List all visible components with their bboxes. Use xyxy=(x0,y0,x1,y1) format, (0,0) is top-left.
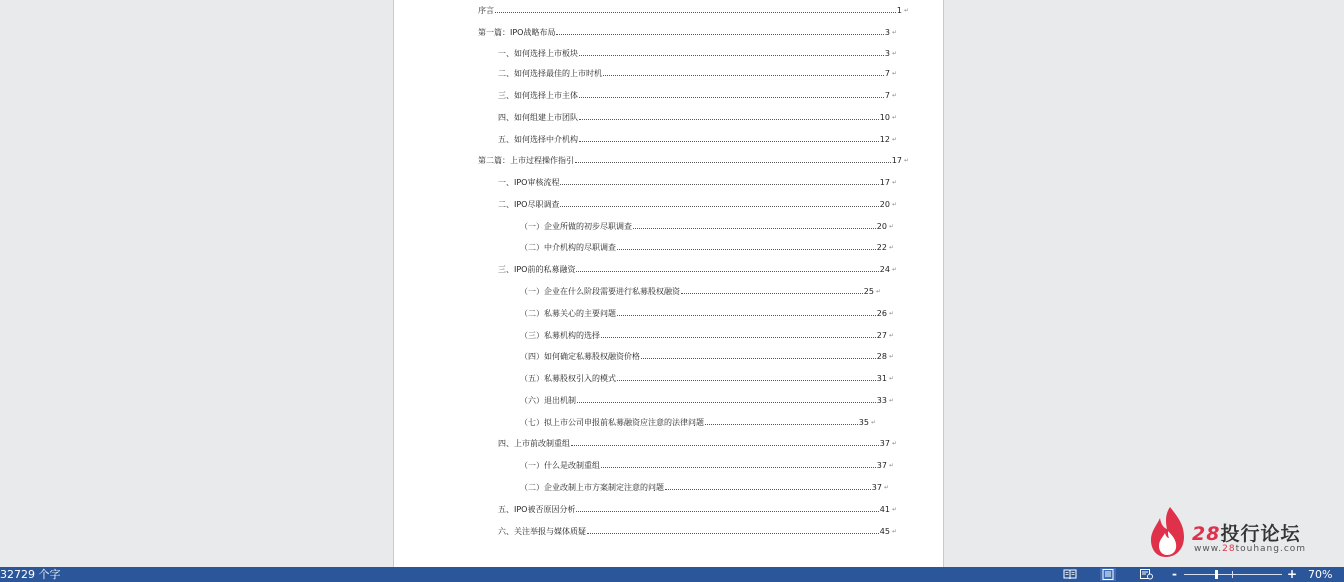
toc-entry[interactable] xyxy=(498,262,897,274)
toc-entry-title: 第一篇：IPO战略布局 xyxy=(478,28,556,37)
toc-entry-page-number: 3 xyxy=(884,49,890,58)
paragraph-mark-icon: ↵ xyxy=(888,310,894,317)
paragraph-mark-icon: ↵ xyxy=(891,136,897,143)
toc-entry-title: 四、如何组建上市团队 xyxy=(498,113,578,122)
toc-entry-title: 三、IPO前的私募融资 xyxy=(498,265,576,274)
toc-entry[interactable] xyxy=(498,436,897,448)
status-bar xyxy=(0,567,1344,582)
toc-entry[interactable] xyxy=(498,110,897,122)
toc-entry-page-number: 22 xyxy=(876,243,887,252)
paragraph-mark-icon: ↵ xyxy=(888,397,894,404)
toc-entry-title: （一）什么是改制重组 xyxy=(520,461,600,470)
toc-dot-leader xyxy=(560,184,878,185)
toc-entry-page-number: 35 xyxy=(858,418,869,427)
toc-entry-title: 五、如何选择中介机构 xyxy=(498,135,578,144)
toc-entry[interactable] xyxy=(520,328,894,340)
toc-dot-leader xyxy=(579,141,879,142)
zoom-center-tick xyxy=(1232,571,1233,578)
toc-entry[interactable] xyxy=(478,153,909,165)
toc-dot-leader xyxy=(617,249,876,250)
toc-entry-page-number: 1 xyxy=(896,6,902,15)
toc-entry-title: （一）企业所做的初步尽职调查 xyxy=(520,222,632,231)
toc-dot-leader xyxy=(556,34,883,35)
toc-entry-title: 五、IPO被否原因分析 xyxy=(498,505,576,514)
toc-entry-page-number: 45 xyxy=(879,527,890,536)
toc-dot-leader xyxy=(579,97,884,98)
paragraph-mark-icon: ↵ xyxy=(903,157,909,164)
toc-entry-title: 序言 xyxy=(478,6,494,15)
toc-entry-page-number: 41 xyxy=(879,505,890,514)
paragraph-mark-icon: ↵ xyxy=(903,7,909,14)
toc-entry-page-number: 37 xyxy=(871,483,882,492)
zoom-slider-thumb[interactable] xyxy=(1215,570,1218,579)
toc-entry-page-number: 24 xyxy=(879,265,890,274)
toc-entry[interactable] xyxy=(478,25,897,37)
toc-dot-leader xyxy=(705,424,858,425)
toc-dot-leader xyxy=(681,293,863,294)
toc-dot-leader xyxy=(601,467,876,468)
paragraph-mark-icon: ↵ xyxy=(891,266,897,273)
toc-dot-leader xyxy=(617,315,876,316)
toc-entry-page-number: 37 xyxy=(876,461,887,470)
toc-entry-title: 四、上市前改制重组 xyxy=(498,439,570,448)
toc-entry-title: 六、关注举报与媒体质疑 xyxy=(498,527,586,536)
toc-entry[interactable] xyxy=(498,175,897,187)
toc-entry[interactable] xyxy=(498,197,897,209)
read-mode-button[interactable] xyxy=(1062,568,1078,581)
toc-entry-title: （二）中介机构的尽职调查 xyxy=(520,243,616,252)
toc-entry-title: （二）私募关心的主要问题 xyxy=(520,309,616,318)
paragraph-mark-icon: ↵ xyxy=(891,506,897,513)
toc-dot-leader xyxy=(577,402,876,403)
toc-entry-title: 二、IPO尽职调查 xyxy=(498,200,560,209)
toc-dot-leader xyxy=(571,445,879,446)
document-page[interactable] xyxy=(393,0,944,567)
toc-entry[interactable] xyxy=(520,480,889,492)
paragraph-mark-icon: ↵ xyxy=(891,114,897,121)
toc-entry-page-number: 26 xyxy=(876,309,887,318)
watermark-url: www.28touhang.com xyxy=(1194,544,1307,554)
toc-dot-leader xyxy=(579,55,884,56)
toc-entry[interactable] xyxy=(498,46,897,58)
paragraph-mark-icon: ↵ xyxy=(888,244,894,251)
toc-dot-leader xyxy=(601,337,876,338)
toc-entry-title: （五）私募股权引入的模式 xyxy=(520,374,616,383)
paragraph-mark-icon: ↵ xyxy=(891,440,897,447)
toc-dot-leader xyxy=(579,119,879,120)
paragraph-mark-icon: ↵ xyxy=(891,528,897,535)
toc-entry[interactable] xyxy=(520,458,894,470)
toc-entry[interactable] xyxy=(478,3,909,15)
toc-entry[interactable] xyxy=(520,371,894,383)
toc-dot-leader xyxy=(587,533,879,534)
paragraph-mark-icon: ↵ xyxy=(888,332,894,339)
paragraph-mark-icon: ↵ xyxy=(891,201,897,208)
watermark-logo xyxy=(1148,503,1323,561)
paragraph-mark-icon: ↵ xyxy=(891,50,897,57)
toc-entry-title: （六）退出机制 xyxy=(520,396,576,405)
toc-entry-page-number: 25 xyxy=(863,287,874,296)
zoom-in-button[interactable]: + xyxy=(1287,567,1298,581)
toc-dot-leader xyxy=(560,206,878,207)
paragraph-mark-icon: ↵ xyxy=(883,484,889,491)
toc-entry-page-number: 10 xyxy=(879,113,890,122)
toc-entry[interactable] xyxy=(520,415,876,427)
toc-entry-page-number: 20 xyxy=(879,200,890,209)
toc-entry-title: 一、如何选择上市板块 xyxy=(498,49,578,58)
toc-entry[interactable] xyxy=(498,502,897,514)
toc-entry-title: 第二篇：上市过程操作指引 xyxy=(478,156,574,165)
toc-dot-leader xyxy=(641,358,876,359)
toc-dot-leader xyxy=(576,271,878,272)
paragraph-mark-icon: ↵ xyxy=(888,375,894,382)
toc-entry-page-number: 17 xyxy=(879,178,890,187)
watermark-brand: 28投行论坛 xyxy=(1192,523,1301,545)
toc-entry-title: （三）私募机构的选择 xyxy=(520,331,600,340)
toc-entry[interactable] xyxy=(520,240,894,252)
toc-entry[interactable] xyxy=(498,524,897,536)
toc-entry-page-number: 3 xyxy=(884,28,890,37)
toc-entry-title: （四）如何确定私募股权融资价格 xyxy=(520,352,640,361)
toc-entry-title: （一）企业在什么阶段需要进行私募股权融资 xyxy=(520,287,680,296)
web-layout-button[interactable] xyxy=(1138,568,1154,581)
paragraph-mark-icon: ↵ xyxy=(891,29,897,36)
paragraph-mark-icon: ↵ xyxy=(891,70,897,77)
toc-entry-page-number: 20 xyxy=(876,222,887,231)
toc-entry-page-number: 7 xyxy=(884,91,890,100)
paragraph-mark-icon: ↵ xyxy=(888,462,894,469)
print-layout-button[interactable] xyxy=(1100,568,1116,581)
toc-entry-page-number: 37 xyxy=(879,439,890,448)
toc-entry-title: （二）企业改制上市方案制定注意的问题 xyxy=(520,483,664,492)
toc-entry-title: 一、IPO审核流程 xyxy=(498,178,560,187)
toc-entry[interactable] xyxy=(498,88,897,100)
toc-entry-page-number: 28 xyxy=(876,352,887,361)
toc-entry-page-number: 17 xyxy=(891,156,902,165)
toc-entry[interactable] xyxy=(520,219,894,231)
toc-entry-page-number: 12 xyxy=(879,135,890,144)
toc-entry-page-number: 27 xyxy=(876,331,887,340)
flame-icon xyxy=(1148,505,1188,559)
toc-entry[interactable] xyxy=(498,66,897,78)
toc-dot-leader xyxy=(665,489,871,490)
toc-dot-leader xyxy=(603,75,884,76)
web-layout-icon xyxy=(1140,569,1153,580)
toc-dot-leader xyxy=(495,12,896,13)
toc-entry-page-number: 7 xyxy=(884,69,890,78)
toc-entry-title: （七）拟上市公司申报前私募融资应注意的法律问题 xyxy=(520,418,704,427)
toc-entry-title: 三、如何选择上市主体 xyxy=(498,91,578,100)
toc-entry[interactable] xyxy=(520,284,881,296)
toc-entry[interactable] xyxy=(520,306,894,318)
zoom-out-button[interactable]: - xyxy=(1172,567,1177,581)
paragraph-mark-icon: ↵ xyxy=(891,179,897,186)
toc-dot-leader xyxy=(617,380,876,381)
toc-dot-leader xyxy=(576,511,878,512)
toc-entry-page-number: 33 xyxy=(876,396,887,405)
toc-entry[interactable] xyxy=(498,132,897,144)
toc-entry[interactable] xyxy=(520,349,894,361)
word-count[interactable]: 32729 个字 xyxy=(0,568,61,581)
paragraph-mark-icon: ↵ xyxy=(870,419,876,426)
toc-entry-title: 二、如何选择最佳的上市时机 xyxy=(498,69,602,78)
read-mode-icon xyxy=(1063,569,1077,580)
toc-dot-leader xyxy=(575,162,891,163)
paragraph-mark-icon: ↵ xyxy=(875,288,881,295)
toc-entry[interactable] xyxy=(520,393,894,405)
paragraph-mark-icon: ↵ xyxy=(891,92,897,99)
toc-entry-page-number: 31 xyxy=(876,374,887,383)
zoom-level[interactable]: 70% xyxy=(1308,568,1333,581)
paragraph-mark-icon: ↵ xyxy=(888,223,894,230)
zoom-slider[interactable] xyxy=(1184,574,1282,575)
toc-dot-leader xyxy=(633,228,876,229)
print-layout-icon xyxy=(1102,569,1114,580)
paragraph-mark-icon: ↵ xyxy=(888,353,894,360)
